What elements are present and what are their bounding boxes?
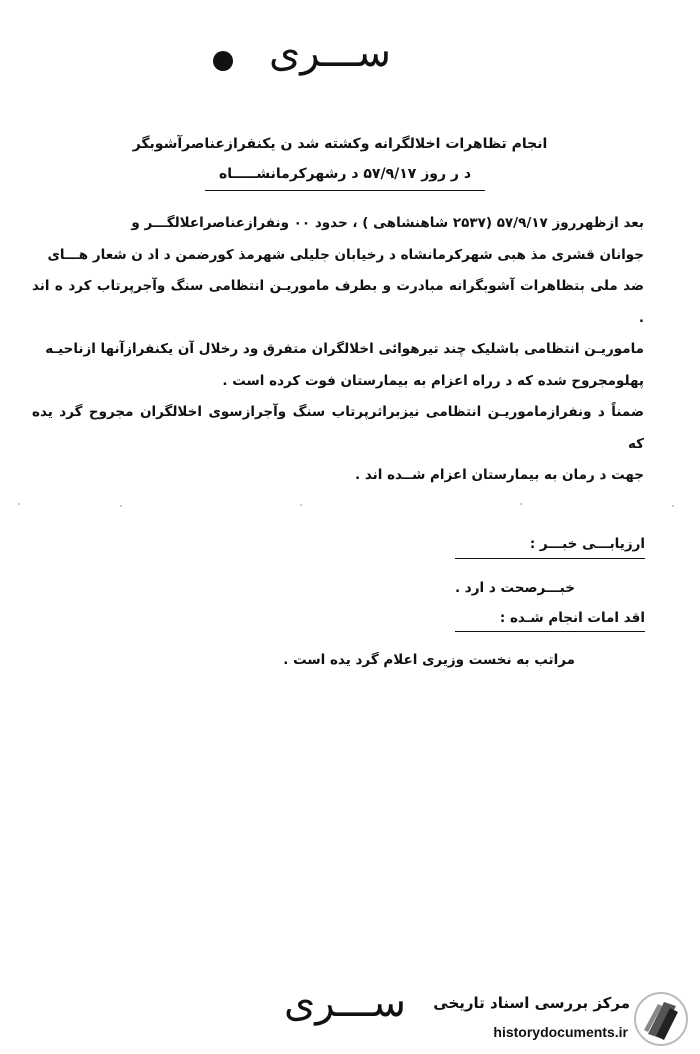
archive-url: historydocuments.ir: [493, 1024, 628, 1040]
actions-underline: [455, 631, 645, 632]
actions-text: مراتب به نخست وزیری اعلام گرد یده است .: [283, 652, 575, 668]
classification-top: ســـرى: [268, 30, 392, 76]
body-line: ضمناً د ونفرازماموریـن انتظامی نیزبراثرپرتاب سنگ وآجرازسوی اخلالگران مجروح گرد یده که: [32, 404, 644, 452]
evaluation-underline: [455, 558, 645, 559]
archive-name: مرکز بررسی اسناد تاریخی: [433, 994, 630, 1012]
evaluation-text: خبـــرصحت د ارد .: [454, 580, 575, 596]
body-line: بعد ازظهرروز ۵۷/۹/۱۷ (۲۵۳۷ شاهنشاهی ) ، حدود ۰۰ ونفرازعناصراعلالگـــر و: [131, 215, 644, 231]
title-line-1: انجام تظاهرات اخلالگرانه وکشته شد ن یکنفرازعناصرآشوبگر: [132, 136, 548, 152]
archive-logo-icon: [630, 990, 692, 1048]
scan-speck: [300, 504, 302, 506]
scan-speck: [672, 505, 674, 507]
scan-speck: [18, 503, 20, 505]
evaluation-heading: ارزیابـــی خبـــر :: [529, 536, 645, 552]
body-line: ضد ملی بتظاهرات آشوبگرانه مبادرت و بطرف ماموریـن انتظامی سنگ وآجرپرتاب کرد ه اند .: [32, 278, 644, 326]
scan-speck: [120, 505, 122, 507]
actions-heading: اقد امات انجام شـده :: [499, 610, 645, 626]
body-line: ماموریـن انتظامی باشلیک چند تیرهوائی اخلالگران متفرق ود رخلال آن یکنفرازآنها ازناحیـه: [45, 341, 644, 357]
body-line: جهت د رمان به بیمارستان اعزام شــده اند .: [355, 467, 644, 483]
report-body: [32, 208, 644, 492]
title-underline: [205, 190, 485, 191]
classification-dot-icon: [213, 51, 233, 71]
scan-speck: [520, 503, 522, 505]
body-line: جوانان قشری مذ هبی شهرکرمانشاه د رخیابان جلیلی شهرمذ کورضمن د اد ن شعار هـــای: [47, 246, 644, 263]
classification-bottom: ســـرى: [283, 980, 407, 1026]
title-line-2: د ر روز ۵۷/۹/۱۷ د رشهرکرمانشـــــاه: [218, 166, 472, 182]
body-line: پهلومجروح شده که د رراه اعزام به بیمارستان فوت کرده است .: [222, 372, 644, 389]
